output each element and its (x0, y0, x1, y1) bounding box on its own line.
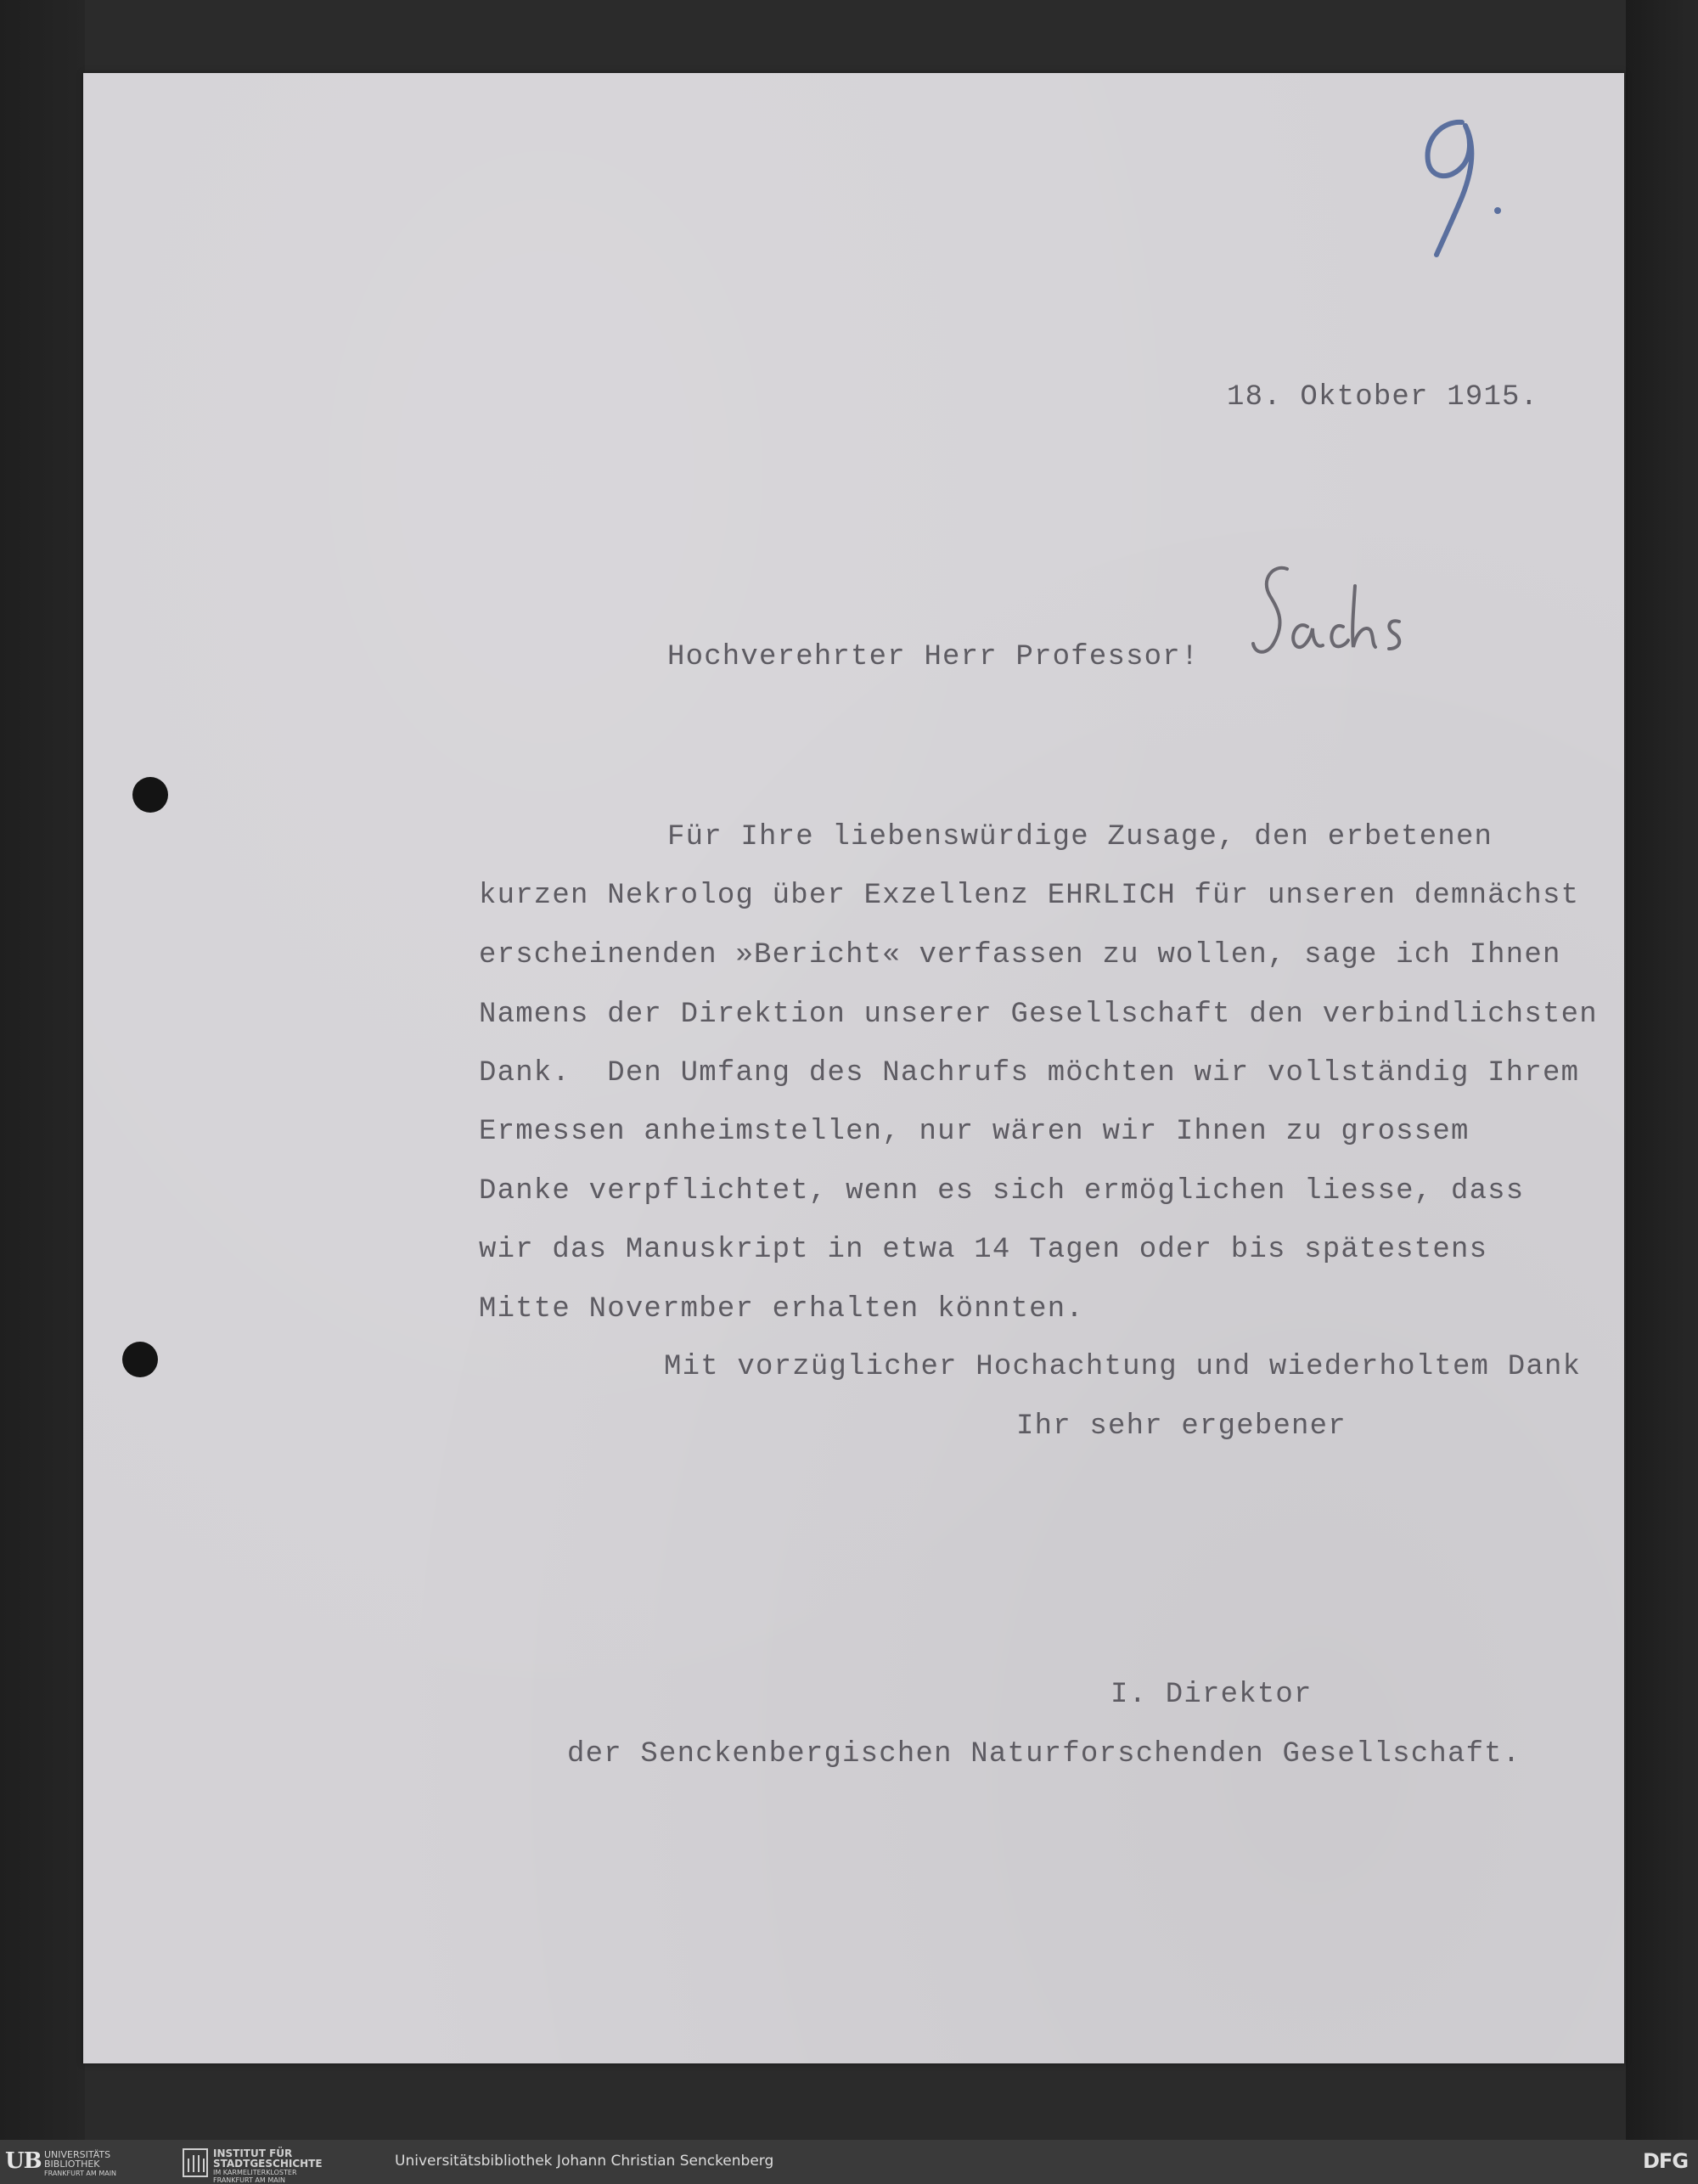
isg-logo-text (213, 2148, 323, 2184)
library-name: Universitätsbibliothek Johann Christian Senckenberg (395, 2153, 774, 2170)
isg-logo-line: FRANKFURT AM MAIN (213, 2176, 286, 2184)
body-line: Danke verpflichtet, wenn es sich ermöglichen liesse, dass (479, 1175, 1525, 1207)
body-line: Ermessen anheimstellen, nur wären wir Ihnen zu grossem (479, 1116, 1470, 1148)
letter-date: 18. Oktober 1915. (1227, 381, 1539, 414)
ub-logo-line: FRANKFURT AM MAIN (44, 2170, 117, 2177)
body-line: Namens der Direktion unserer Gesellschaft den verbindlichsten (479, 999, 1598, 1031)
body-line: wir das Manuskript in etwa 14 Tagen oder bis spätestens (479, 1234, 1488, 1266)
isg-logo-mark (183, 2148, 208, 2177)
closing-line: Mit vorzüglicher Hochachtung und wiederholtem Dank (664, 1351, 1582, 1383)
body-line: Mitte Novermber erhalten könnten. (479, 1293, 1084, 1326)
ub-logo-text (44, 2150, 116, 2178)
scan-backdrop-right (1626, 0, 1698, 2140)
digitization-footer (0, 2140, 1698, 2184)
isg-logo-line: IM KARMELITERKLOSTER (213, 2169, 297, 2176)
body-line: erscheinenden »Bericht« verfassen zu wollen, sage ich Ihnen (479, 939, 1561, 971)
ub-logo-line: BIBLIOTHEK (44, 2159, 100, 2170)
ub-logo-line: UNIVERSITÄTS (44, 2149, 111, 2160)
letter-salutation: Hochverehrter Herr Professor! (667, 641, 1200, 673)
dfg-logo: DFG (1643, 2149, 1689, 2173)
isg-logo-line: INSTITUT FÜR (213, 2147, 293, 2159)
signature-organization: der Senckenbergischen Naturforschenden Gesellschaft. (567, 1738, 1521, 1770)
ub-logo-mark: UB (5, 2148, 42, 2174)
punch-hole-top (132, 777, 168, 813)
body-line: Für Ihre liebenswürdige Zusage, den erbetenen (667, 821, 1493, 853)
folio-number-handwritten (1409, 112, 1511, 261)
body-line: Dank. Den Umfang des Nachrufs möchten wir vollständig Ihrem (479, 1057, 1580, 1089)
scan-backdrop-left (0, 0, 85, 2140)
body-line: kurzen Nekrolog über Exzellenz EHRLICH für unseren demnächst (479, 880, 1580, 912)
punch-hole-bottom (122, 1342, 158, 1377)
isg-logo-line: STADTGESCHICHTE (213, 2158, 323, 2170)
recipient-annotation-handwritten (1248, 560, 1426, 679)
signature-title: I. Direktor (1110, 1679, 1313, 1711)
closing-line: Ihr sehr ergebener (1016, 1410, 1347, 1443)
